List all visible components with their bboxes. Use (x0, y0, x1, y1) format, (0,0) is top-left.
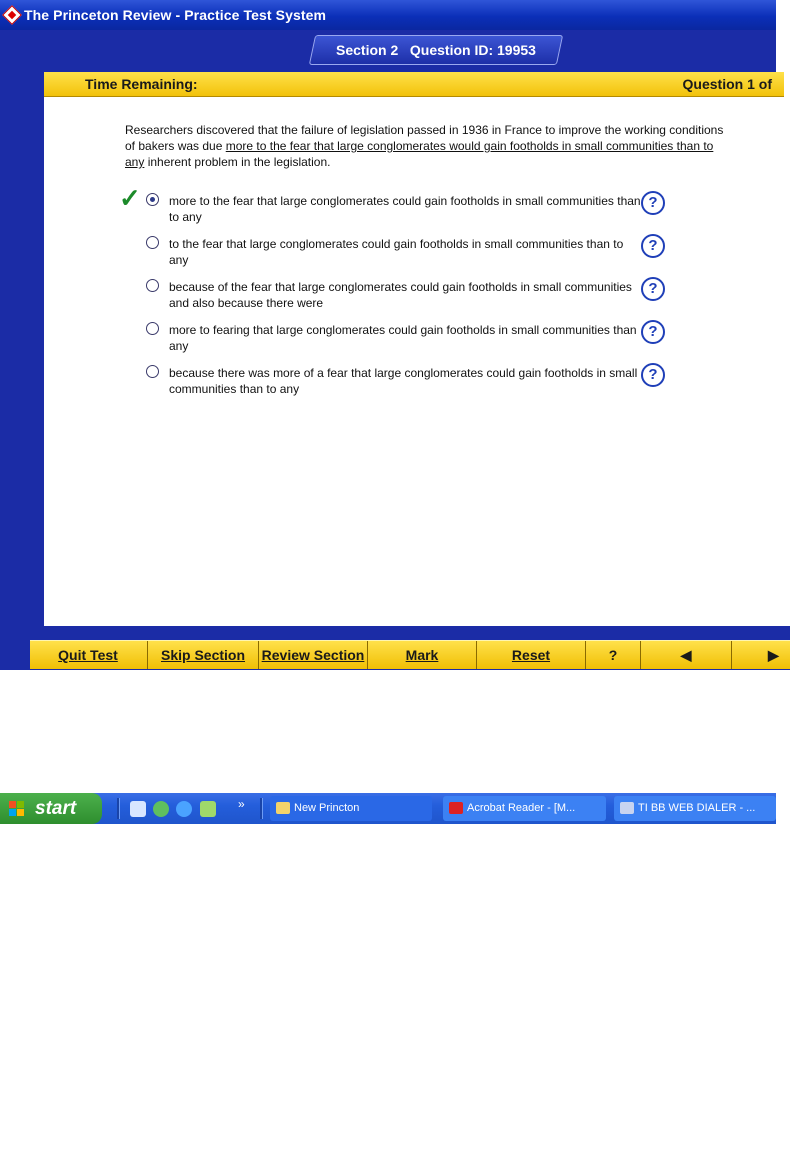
quicklaunch-app-icon[interactable] (200, 801, 216, 817)
choice-b-help-icon[interactable]: ? (641, 234, 665, 258)
choice-e-help-icon[interactable]: ? (641, 363, 665, 387)
task-label: New Princton (294, 802, 360, 814)
question-count: Question 1 of (682, 76, 772, 92)
section-tab (309, 35, 563, 65)
bottom-toolbar (30, 640, 790, 669)
panel-header (44, 72, 784, 97)
title-bar (0, 0, 776, 30)
windows-flag-icon (9, 801, 25, 817)
folder-icon (276, 802, 290, 814)
mark-button[interactable]: Mark (367, 641, 476, 669)
quicklaunch-overflow-icon[interactable]: » (238, 797, 245, 811)
question-panel (44, 72, 784, 632)
section-tab-label: Section 2 Question ID: 19953 (336, 42, 536, 58)
choice-a-help-icon[interactable]: ? (641, 191, 665, 215)
choice-e-text[interactable]: because there was more of a fear that large conglomerates could gain footholds in small communities than to any (169, 366, 638, 396)
question-suffix: inherent problem in the legislation. (144, 155, 331, 169)
checkmark-icon: ✓ (119, 183, 141, 213)
windows-taskbar (0, 793, 776, 824)
quicklaunch-desktop-icon[interactable] (130, 801, 146, 817)
choice-c-text[interactable]: because of the fear that large conglomerates could gain footholds in small communities and also because there were (169, 280, 632, 310)
review-section-button[interactable]: Review Section (258, 641, 367, 669)
task-new-princton[interactable] (270, 796, 432, 821)
previous-button[interactable]: ◀ (640, 641, 731, 669)
quicklaunch-media-icon[interactable] (153, 801, 169, 817)
window-title: The Princeton Review - Practice Test System (24, 7, 327, 23)
next-button[interactable]: ▶ (731, 641, 790, 669)
choice-d-radio[interactable] (146, 322, 159, 335)
skip-section-button[interactable]: Skip Section (147, 641, 258, 669)
task-label: Acrobat Reader - [M... (467, 802, 576, 814)
start-button[interactable] (0, 793, 102, 824)
choice-b-text[interactable]: to the fear that large conglomerates could gain footholds in small communities than to any (169, 237, 624, 267)
choice-a-text[interactable]: more to the fear that large conglomerates could gain footholds in small communities than to any (169, 194, 641, 224)
taskbar-separator (260, 798, 263, 819)
start-label: start (35, 798, 77, 819)
dialer-icon (620, 802, 634, 814)
quit-test-button[interactable]: Quit Test (58, 647, 118, 663)
quicklaunch-browser-icon[interactable] (176, 801, 192, 817)
question-prefix: Researchers discovered that the failure of legislation passed in 1936 in France to improve the working conditions of bakers was due (125, 123, 724, 153)
app-logo-icon (2, 5, 22, 25)
choice-d-help-icon[interactable]: ? (641, 320, 665, 344)
time-remaining-label: Time Remaining: (85, 76, 198, 92)
choice-b-radio[interactable] (146, 236, 159, 249)
task-acrobat-reader[interactable] (443, 796, 606, 821)
choice-e-radio[interactable] (146, 365, 159, 378)
taskbar-separator (117, 798, 120, 819)
choice-c-radio[interactable] (146, 279, 159, 292)
pdf-icon (449, 802, 463, 814)
help-button[interactable]: ? (585, 641, 640, 669)
choice-a-radio[interactable] (146, 193, 159, 206)
choice-d-text[interactable]: more to fearing that large conglomerates could gain footholds in small communities than any (169, 323, 637, 353)
question-stem (125, 122, 725, 170)
choice-c-help-icon[interactable]: ? (641, 277, 665, 301)
task-web-dialer[interactable] (614, 796, 776, 821)
task-label: TI BB WEB DIALER - ... (638, 802, 756, 814)
question-underlined: more to the fear that large conglomerates would gain footholds in small communities than to any (125, 139, 714, 169)
reset-button[interactable]: Reset (476, 641, 585, 669)
